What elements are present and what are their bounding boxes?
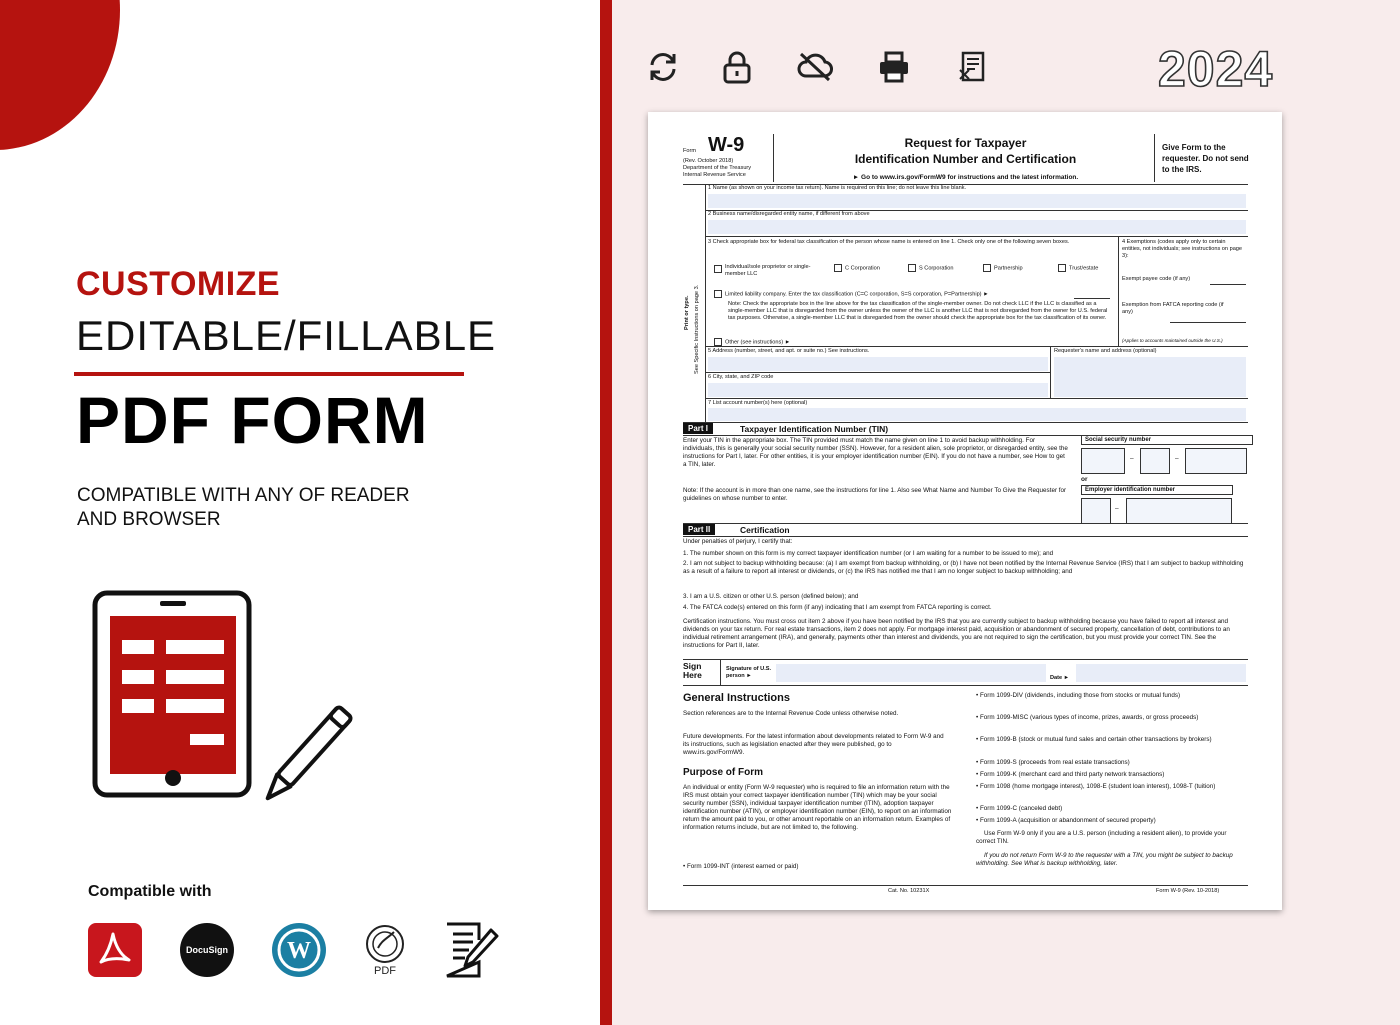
- form-dept: Department of the Treasury: [683, 165, 752, 171]
- gen-title: General Instructions: [683, 692, 790, 704]
- cert-2: 2. I am not subject to backup withholding because: (a) I am exempt from backup withholding, or (b) I have not been notified by the Internal Revenue Service (IRS) that I am subject to backup withholding as a result of a failure to report all interest or dividends, or (c) the IRS has notified me that I am no longer subject to backup withholding; and: [683, 560, 1244, 575]
- address-input[interactable]: [708, 357, 1048, 371]
- svg-text:W: W: [287, 938, 311, 964]
- part1-text: Enter your TIN in the appropriate box. The TIN provided must match the name given on line 1 to avoid backup withholding. For individuals, this is generally your social security number (SSN). However, for a resident alien, sole proprietor, or disregarded entity, see the instructions for Part I, later. For other entities, it is your employer identification number (EIN). If you do not have a number, see How to get a TIN, later.: [683, 437, 1068, 468]
- line5-label: 5 Address (number, street, and apt. or suite no.) See instructions.: [708, 348, 870, 354]
- bullet-3: • Form 1099-S (proceeds from real estate transactions): [976, 759, 1130, 766]
- llc-note: Note: Check the appropriate box in the line above for the tax classification of the single-member owner. Do not check LLC if the LLC is classified as a single-member LLC that is disregarded from the owner unless the owner of the LLC is another LLC that is not disregarded from the owner for U.S. federal tax purposes. Otherwise, a single-member LLC that is disregarded from the owner should check the appropriate box for the tax classification of its owner.: [728, 301, 1108, 321]
- line1-label: 1 Name (as shown on your income tax return). Name is required on this line; do not leave this line blank.: [708, 185, 967, 191]
- cb-individual[interactable]: [714, 264, 822, 278]
- headline-editable: EDITABLE/FILLABLE: [76, 312, 497, 359]
- headline-pdf-form: PDF FORM: [76, 383, 429, 457]
- fatca-note: (Applies to accounts maintained outside the U.S.): [1122, 338, 1223, 343]
- gen-text: Section references are to the Internal Revenue Code unless otherwise noted.: [683, 710, 899, 717]
- form-give: Give Form to the requester. Do not send to the IRS.: [1162, 143, 1249, 174]
- pdf-label: PDF: [374, 965, 396, 977]
- bullet-1: • Form 1099-MISC (various types of income, prizes, awards, or gross proceeds): [976, 714, 1199, 721]
- form-label: Form: [683, 148, 697, 154]
- future-text: Future developments. For the latest information about developments related to Form W-9 and its instructions, such as legislation enacted after they were published, go to www.irs.gov/FormW9.: [683, 733, 944, 756]
- no-cloud-icon[interactable]: [797, 50, 831, 84]
- line7-label: 7 List account number(s) here (optional): [708, 400, 808, 406]
- bullet-7: • Form 1099-A (acquisition or abandonment of secured property): [976, 817, 1156, 824]
- document-sign-icon[interactable]: [957, 50, 991, 84]
- headline-customize: CUSTOMIZE: [76, 265, 281, 303]
- cb-llc[interactable]: [714, 290, 1114, 298]
- bullet-4: • Form 1099-K (merchant card and third party network transactions): [976, 771, 1165, 778]
- side-print: Print or type.: [684, 295, 690, 330]
- red-divider: [600, 0, 612, 1025]
- refresh-icon[interactable]: [646, 50, 680, 84]
- pdf-reader-icon: [358, 922, 414, 978]
- cb-partnership-label: Partnership: [994, 265, 1023, 272]
- cb-c-label: C Corporation: [845, 265, 880, 272]
- line6-label: 6 City, state, and ZIP code: [708, 374, 774, 380]
- headline-divider: [74, 372, 464, 376]
- lock-icon[interactable]: [720, 50, 754, 84]
- docusign-label: DocuSign: [186, 945, 228, 955]
- bullet-6: • Form 1099-C (canceled debt): [976, 805, 1063, 812]
- cb-individual-label: Individual/sole proprietor or single-member LLC: [725, 264, 811, 277]
- footer-form: Form W-9 (Rev. 10-2018): [1156, 888, 1220, 894]
- business-name-input[interactable]: [708, 220, 1246, 234]
- bullet-2: • Form 1099-B (stock or mutual fund sales and certain other transactions by brokers): [976, 736, 1212, 743]
- exempt-payee-label: Exempt payee code (if any): [1122, 276, 1191, 282]
- cb-partnership[interactable]: [983, 264, 1023, 272]
- bullet-0: • Form 1099-DIV (dividends, including those from stocks or mutual funds): [976, 692, 1181, 699]
- signature-label: Signature of U.S. person ►: [726, 666, 772, 679]
- form-title-1: Request for Taxpayer: [904, 136, 1027, 150]
- compatible-text: COMPATIBLE WITH ANY OF READER AND BROWSER: [77, 485, 410, 530]
- fatca-label: Exemption from FATCA reporting code (if any): [1122, 302, 1224, 315]
- tablet-illustration: [90, 588, 360, 813]
- cb-trust-label: Trust/estate: [1069, 265, 1099, 272]
- use-form: Use Form W-9 only if you are a U.S. person (including a resident alien), to provide your correct TIN.: [976, 830, 1227, 845]
- bullet-5: • Form 1098 (home mortgage interest), 1098-E (student loan interest), 1098-T (tuition): [976, 783, 1216, 790]
- part1-label: Part I: [683, 423, 713, 434]
- cert-instructions: Certification instructions. You must cross out item 2 above if you have been notified by the IRS that you are currently subject to backup withholding because you have failed to report all interest and dividends on your tax return. For real estate transactions, item 2 does not apply. For mortgage interest paid, acquisition or abandonment of secured property, cancellation of debt, contributions to an individual retirement arrangement (IRA), and generally, payments other than interest and dividends, you are not required to sign the certification, but you must provide your correct TIN. See the instructions for Part II, later.: [683, 618, 1230, 649]
- line2-label: 2 Business name/disregarded entity name, if different from above: [708, 211, 870, 217]
- purpose-text: An individual or entity (Form W-9 requester) who is required to file an information return with the IRS must obtain your correct taxpayer identification number (TIN) which may be your social security number (SSN), individual taxpayer identification number (ITIN), adoption taxpayer identification number (ATIN), or employer identification number (EIN), to report on an information return the amount paid to you, or other amount reportable on an information return. Examples of information returns include, but are not limited to, the following.: [683, 784, 952, 831]
- purpose-bullet: • Form 1099-INT (interest earned or paid): [683, 863, 799, 870]
- if-not-return: If you do not return Form W-9 to the requester with a TIN, you might be subject to backup withholding. See What is backup withholding, later.: [976, 852, 1233, 867]
- cb-other-label: Other (see instructions) ►: [725, 339, 791, 346]
- name-input[interactable]: [708, 194, 1246, 208]
- compatible-with-title: Compatible with: [88, 883, 212, 900]
- account-input[interactable]: [708, 408, 1246, 421]
- cert-4: 4. The FATCA code(s) entered on this form (if any) indicating that I am exempt from FATCA reporting is correct.: [683, 604, 992, 611]
- adobe-acrobat-icon: [87, 922, 143, 978]
- part2-label: Part II: [683, 524, 715, 535]
- part1-note: Note: If the account is in more than one name, see the instructions for line 1. Also see What Name and Number To Give the Requester for guidelines on whose number to enter.: [683, 487, 1067, 502]
- date-label: Date ►: [1050, 675, 1070, 681]
- exemptions-label: 4 Exemptions (codes apply only to certain entities, not individuals; see instructions on page 3):: [1122, 239, 1243, 259]
- cb-llc-label: Limited liability company. Enter the tax classification (C=C corporation, S=S corporation, P=Partnership) ►: [725, 291, 989, 298]
- sign-here: Sign Here: [683, 661, 702, 680]
- wordpress-icon: [271, 922, 327, 978]
- form-title-2: Identification Number and Certification: [854, 152, 1077, 166]
- corner-decoration: [0, 0, 120, 150]
- or-label: or: [1081, 476, 1088, 483]
- ein-label: Employer identification number: [1081, 485, 1233, 495]
- cat-no: Cat. No. 10231X: [888, 888, 930, 894]
- cert-3: 3. I am a U.S. citizen or other U.S. person (defined below); and: [683, 593, 859, 600]
- date-input[interactable]: [1076, 664, 1246, 682]
- form-irs: Internal Revenue Service: [683, 172, 746, 178]
- ssn-label: Social security number: [1081, 435, 1253, 445]
- cert-intro: Under penalties of perjury, I certify that:: [683, 538, 793, 545]
- requester-label: Requester's name and address (optional): [1054, 348, 1157, 354]
- city-input[interactable]: [708, 383, 1048, 397]
- year-label: 2024: [1158, 41, 1274, 97]
- side-instructions: See Specific Instructions on page 3.: [694, 284, 700, 374]
- form-name: W-9: [708, 134, 745, 156]
- part2-title: Certification: [740, 525, 790, 535]
- docusign-icon: [179, 922, 235, 978]
- part1-title: Taxpayer Identification Number (TIN): [740, 424, 889, 434]
- line3-label: 3 Check appropriate box for federal tax classification of the person whose name is entered on line 1. Check only one of the following seven boxes.: [708, 239, 1070, 245]
- printer-icon[interactable]: [877, 50, 911, 84]
- cb-s-corp[interactable]: [908, 264, 954, 272]
- w9-form: Form W-9 (Rev. October 2018) Department of the Treasury Internal Revenue Service Request for Taxpayer Identification Number and Certification ► Go to www.irs.gov/FormW9 for instructions and the latest information. Give Form to the requester. Do not send to the IRS. Print or type. See Specific Instructions on page 3. 1 Name (as shown on your income tax return). Name is required on this line; do not leave this line blank. 2 Business name/disregarded entity name, if different from above 3 Check appropriate box for federal tax classification of the person whose name is entered on line 1. Check only one of the following seven boxes. Individual/sole proprietor or single-member LLC C Corporation S Corporation Partnership Trust/estate Limited liability company. Enter the tax classification (C=C corporation, S=S corporation, P=Partnership) ► Note: Check the appropriate box in the line above for the tax classification of the single-member owner. Do not check LLC if the LLC is classified as a single-member LLC that is disregarded from the owner unless the owner of the LLC is another LLC that is not disregarded from the owner for U.S. federal tax purposes. Otherwise, a single-member LLC that is disregarded from the owner should check the appropriate box for the tax classification of its owner. Other (see instructions) ► 4 Exemptions (codes apply only to certain entities, not individuals; see instructions on page 3): Exempt payee code (if any) Exemption from FATCA reporting code (if any) (Applies to accounts maintained outside the U.S.) 5 Address (number, street, and apt. or suite no.) See instructions. Requester's name and address (optional) 6 City, state, and ZIP code 7 List account number(s) here (optional) Part I Taxpayer Identification Number (TIN) Enter your TIN in the appropriate box. The TIN provided must match the name given on line 1 to avoid backup withholding. For individuals, this is generally your social security number (SSN). However, for a resident alien, sole proprietor, or disregarded entity, see the instructions for Part I, later. For other entities, it is your employer identification number (EIN). If you do not have a number, see How to get a TIN, later. Note: If the account is in more than one name, see the instructions for line 1. Also see What Name and Number To Give the Requester for guidelines on whose number to enter. Social security number – – or Employer identification number – Part II Certification Under penalties of perjury, I certify that: 1. The number shown on this form is my correct taxpayer identification number (or I am waiting for a number to be issued to me); and 2. I am not subject to backup withholding because: (a) I am exempt from backup withholding, or (b) I have not been notified by the Internal Revenue Service (IRS) that I am subject to backup withholding as a result of a failure to report all interest or dividends, or (c) the IRS has notified me that I am no longer subject to backup withholding; and 3. I am a U.S. citizen or other U.S. person (defined below); and 4. The FATCA code(s) entered on this form (if any) indicating that I am exempt from FATCA reporting is correct. Certification instructions. You must cross out item 2 above if you have been notified by the IRS that you are currently subject to backup withholding because you have failed to report all interest and dividends on your tax return. For real estate transactions, item 2 does not apply. For mortgage interest paid, acquisition or abandonment of secured property, cancellation of debt, contributions to an individual retirement arrangement (IRA), and generally, payments other than interest and dividends, you are not required to sign the certification, but you must provide your correct TIN. See the instructions for Part II, later. Sign Here Signature of U.S. person ► Date ► General Instructions Section references are to the Internal Revenue Code unless otherwise noted. Future developments. For the latest information about developments related to Form W-9 and its instructions, such as legislation enacted after they were published, go to www.irs.gov/FormW9. Purpose of Form An individual or entity (Form W-9 requester) who is required to file an information return with the IRS must obtain your correct taxpayer identification number (TIN) which may be your social security number (SSN), individual taxpayer identification number (ITIN), adoption taxpayer identification number (ATIN), or employer identification number (EIN), to report on an information return the amount paid to you, or other amount reportable on an information return. Examples of information returns include, but are not limited to, the following. • Form 1099-INT (interest earned or paid) • Form 1099-DIV (dividends, including those from stocks or mutual funds) • Form 1099-MISC (various types of income, prizes, awards, or gross proceeds) • Form 1099-B (stock or mutual fund sales and certain other transactions by brokers) • Form 1099-S (proceeds from real estate transactions) • Form 1099-K (merchant card and third party network transactions) • Form 1098 (home mortgage interest), 1098-E (student loan interest), 1098-T (tuition) • Form 1099-C (canceled debt) • Form 1099-A (acquisition or abandonment of secured property) Use Form W-9 only if you are a U.S. person (including a resident alien), to provide your correct TIN. If you do not return Form W-9 to the requester with a TIN, you might be subject to backup withholding. See What is backup withholding, later. Cat. No. 10231X Form W-9 (Rev. 10-2018): [648, 112, 1282, 910]
- form-rev: (Rev. October 2018): [683, 158, 734, 164]
- cb-s-label: S Corporation: [919, 265, 954, 272]
- signature-input[interactable]: [776, 664, 1046, 682]
- promo-panel: [0, 0, 600, 1025]
- purpose-title: Purpose of Form: [683, 767, 764, 778]
- cb-c-corp[interactable]: [834, 264, 880, 272]
- document-edit-icon: [443, 922, 499, 978]
- cb-trust[interactable]: [1058, 264, 1098, 272]
- cert-1: 1. The number shown on this form is my correct taxpayer identification number (or I am waiting for a number to be issued to me); and: [683, 550, 1054, 557]
- form-goto: ► Go to www.irs.gov/FormW9 for instructions and the latest information.: [852, 174, 1079, 181]
- requester-input[interactable]: [1054, 357, 1246, 397]
